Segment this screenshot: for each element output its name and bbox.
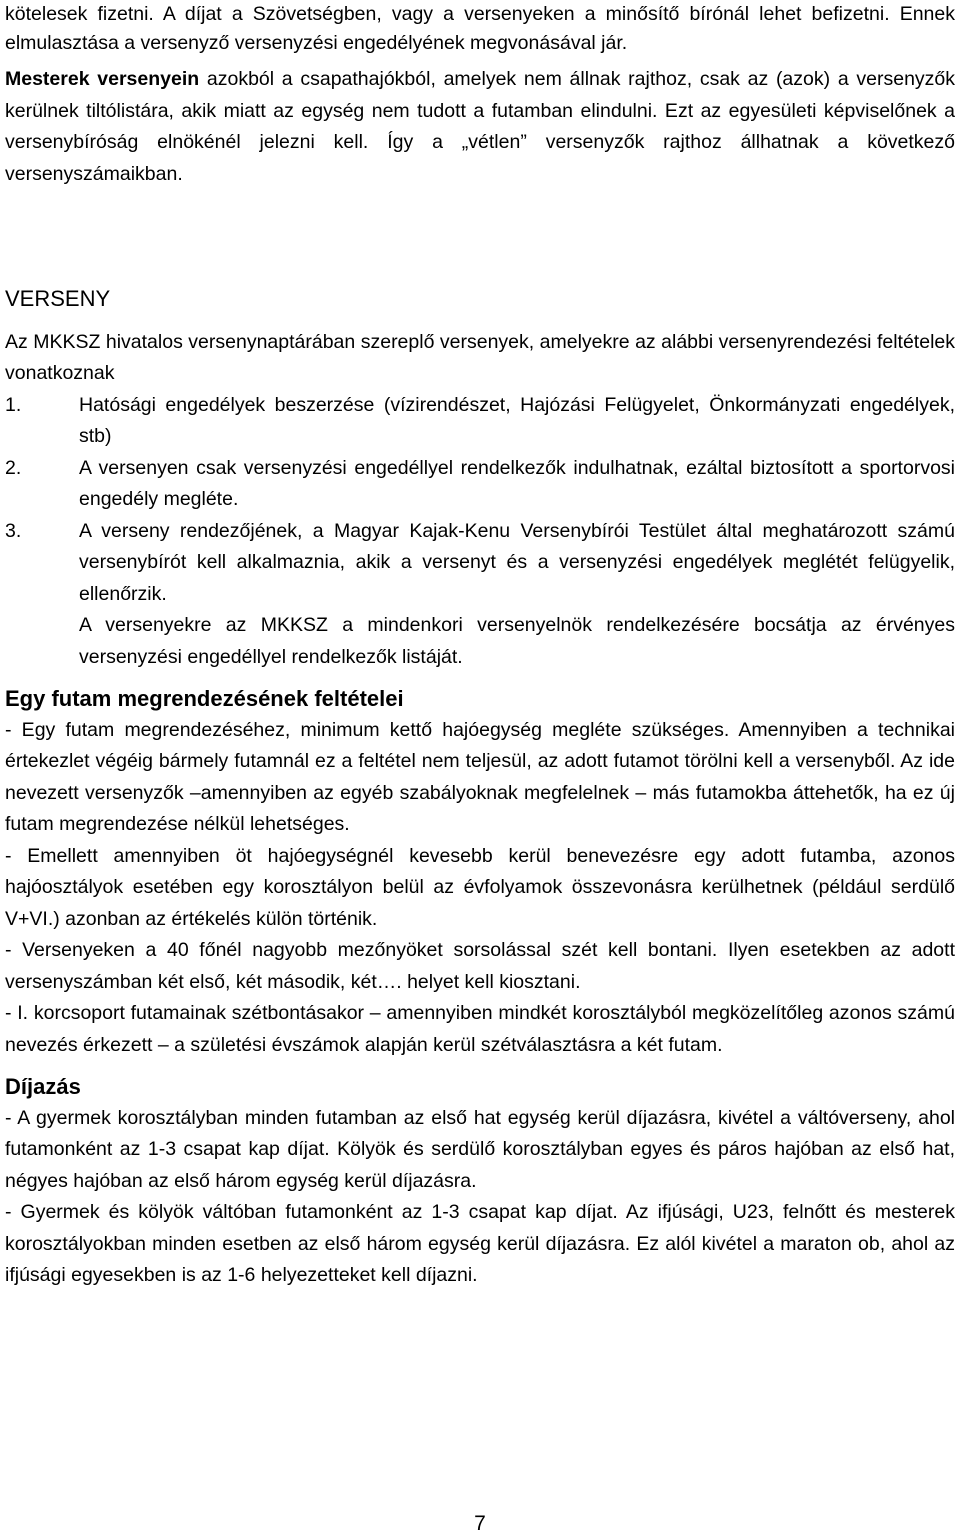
spacer xyxy=(5,1061,955,1071)
list-item xyxy=(5,453,955,516)
verseny-intro: Az MKKSZ hivatalos versenynaptárában szereplő versenyek, amelyekre az alábbi versenyrendezési feltételek vonatkoznak xyxy=(5,330,955,384)
list-item-number: 3. xyxy=(5,519,22,542)
page-number: 7 xyxy=(474,1512,486,1535)
futam-title-text: Egy futam megrendezésének feltételei xyxy=(5,686,404,711)
section-title-futam xyxy=(5,683,955,715)
verseny-note: A versenyekre az MKKSZ a mindenkori versenyelnök rendelkezésére bocsátja az érvényes versenyzési engedéllyel rendelkezők listáját. xyxy=(79,614,955,668)
futam-paragraph-3: - Versenyeken a 40 főnél nagyobb mezőnyöket sorsolással szét kell bontani. Ilyen esetekben az adott versenyszámban két első, két második, két…. helyet kell kiosztani. xyxy=(5,939,955,993)
list-item-text: A versenyen csak versenyzési engedéllyel rendelkezők indulhatnak, ezáltal biztosított a sportorvosi engedély megléte. xyxy=(79,456,955,510)
intro-paragraph-fees: kötelesek fizetni. A díjat a Szövetségben, vagy a versenyeken a minősítő bírónál lehet befizetni. Ennek elmulasztása a versenyző versenyzési engedélyének megvonásával jár. xyxy=(5,3,955,54)
section-title-verseny: VERSENY xyxy=(5,286,111,311)
list-item-number: 1. xyxy=(5,393,22,416)
futam-paragraph-2: - Emellett amennyiben öt hajóegységnél kevesebb kerül benevezésre egy adott futamba, azonos hajóosztályok esetében egy korosztályon belül az évfolyamok összevonásra kerülhetnek (például serdülő V+VI.) azonban az értékelés külön történik. xyxy=(5,844,955,930)
verseny-conditions-list xyxy=(5,390,955,611)
dijazas-title-text: Díjazás xyxy=(5,1074,81,1099)
dijazas-paragraph-1: - A gyermek korosztályban minden futamban az első hat egység kerül díjazásra, kivétel a váltóverseny, ahol futamonként az 1-3 csapat kap díjat. Kölyök és serdülő korosztályban egyes és páros hajóban az első hat, négyes hajóban az első három egység kerül díjazásra. xyxy=(5,1106,955,1192)
intro-paragraph-masters xyxy=(5,64,955,190)
list-item xyxy=(5,516,955,611)
list-item-number: 2. xyxy=(5,456,22,479)
futam-paragraph-4: - I. korcsoport futamainak szétbontásakor – amennyiben mindkét korosztályból megközelítőleg azonos számú nevezés érkezett – a születési évszámok alapján kerül szétválasztásra a két futam. xyxy=(5,1002,955,1056)
masters-bold-lead: Mesterek versenyein xyxy=(5,68,200,90)
spacer xyxy=(5,190,955,283)
dijazas-paragraph-2: - Gyermek és kölyök váltóban futamonként az 1-3 csapat kap díjat. Az ifjúsági, U23, felnőtt és mesterek korosztályokban minden esetben az első három egység kerül díjazásra. Ez alól kivétel a maraton ob, ahol az ifjúsági egyesekben is az 1-6 helyezetteket kell díjazni. xyxy=(5,1201,955,1286)
section-title-dijazas xyxy=(5,1071,955,1103)
spacer xyxy=(5,673,955,683)
masters-text: azokból a csapathajókból, amelyek nem állnak rajthoz, csak az (azok) a versenyzők kerülnek tiltólistára, akik miatt az egység nem tudott a futamban elindulni. Ezt az egyesületi képviselőnek a versenybíróság elnökénél jelezni kell. Így a „vétlen” versenyzők rajthoz állhatnak a következő versenyszámaikban. xyxy=(5,68,956,185)
list-item-text: Hatósági engedélyek beszerzése (vízirendészet, Hajózási Felügyelet, Önkormányzati engedélyek, stb) xyxy=(79,393,955,447)
document-page xyxy=(5,0,955,1292)
futam-paragraph-1: - Egy futam megrendezéséhez, minimum kettő hajóegység megléte szükséges. Amennyiben a technikai értekezlet végéig bármely futamnál ez a feltétel nem teljesül, az adott futamot törölni kell a versenyből. Az ide nevezett versenyzők –amennyiben az egyéb szabályoknak megfelelnek – más futamokba áttehetők, ha ez új futam megrendezése nélkül lehetséges. xyxy=(5,718,955,835)
list-item xyxy=(5,390,955,453)
list-item-text: A verseny rendezőjének, a Magyar Kajak-Kenu Versenybírói Testület által meghatározott számú versenybírót kell alkalmaznia, akik a versenyt és a versenyzési engedélyek meglétét felügyelik, ellenőrzik. xyxy=(79,519,955,605)
